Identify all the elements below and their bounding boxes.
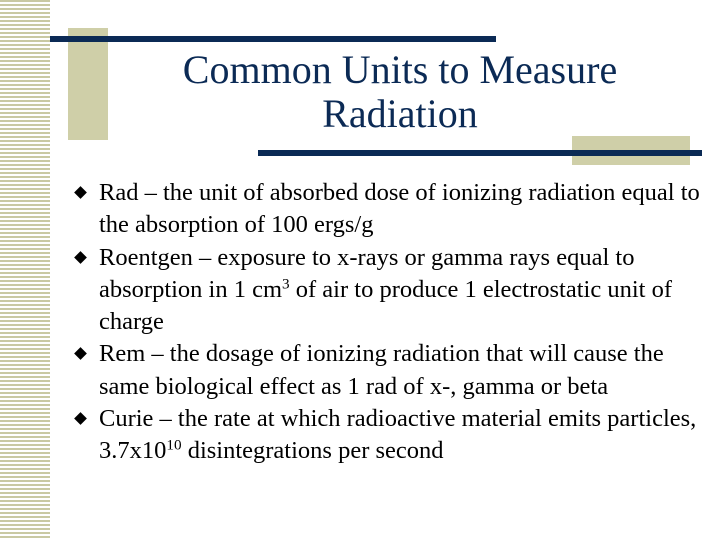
bullet-roentgen	[74, 242, 704, 339]
bullet-text	[99, 242, 704, 339]
title-rule-bottom	[258, 150, 702, 156]
bullet-text-part: of air to produce 1 electrostatic unit of charge	[99, 275, 672, 336]
slide-title-line-2: Radiation	[322, 91, 478, 136]
bullet-text	[99, 403, 704, 468]
superscript: 3	[282, 275, 290, 293]
bullet-text	[99, 338, 704, 403]
diamond-bullet-icon	[74, 251, 87, 264]
bullet-curie	[74, 403, 704, 468]
bullet-rad	[74, 177, 704, 242]
title-rule-top	[50, 36, 496, 42]
bullet-text	[99, 177, 704, 242]
diamond-bullet-icon	[74, 348, 87, 361]
bullet-text-part: Rad – the unit of absorbed dose of ionizing radiation equal to the absorption of 100 ergs/g	[99, 179, 700, 239]
bullet-text-part: disintegrations per second	[181, 437, 444, 465]
decorative-stripes	[0, 0, 50, 540]
bullet-list	[74, 177, 704, 468]
bullet-text-part: Curie – the rate at which radioactive material emits particles, 3.7x10	[99, 405, 697, 465]
bullet-text-part: Roentgen – exposure to x-rays or gamma rays equal to absorption in 1 cm	[99, 243, 635, 303]
diamond-bullet-icon	[74, 412, 87, 425]
diamond-bullet-icon	[74, 186, 87, 199]
bullet-text-part: Rem – the dosage of ionizing radiation that will cause the same biological effect as 1 rad of x-, gamma or beta	[99, 340, 664, 400]
decorative-block-top	[68, 28, 108, 140]
slide-title	[110, 48, 690, 136]
slide-title-line-1: Common Units to Measure	[182, 47, 618, 92]
superscript: 10	[166, 437, 182, 455]
bullet-rem	[74, 338, 704, 403]
